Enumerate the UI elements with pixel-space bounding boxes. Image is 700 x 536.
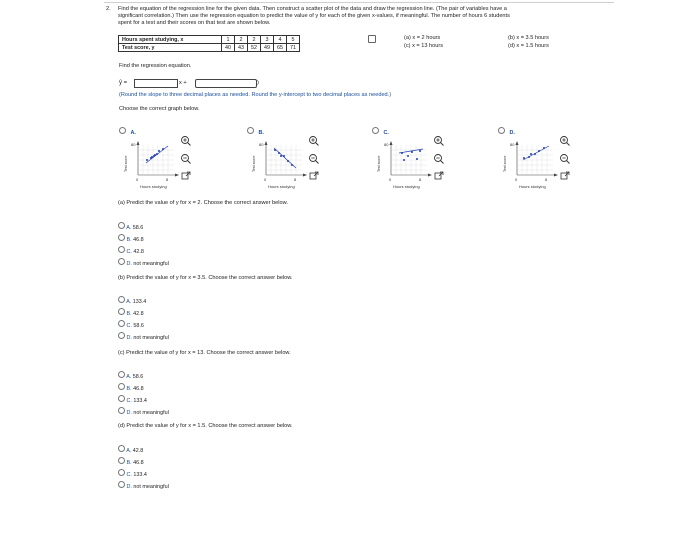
option-text: 58.6 xyxy=(133,323,144,329)
part-b-option-c[interactable] xyxy=(118,320,144,329)
option-text: not meaningful xyxy=(133,335,169,341)
option-letter: A. xyxy=(126,448,132,454)
y-tick-label: 80 xyxy=(510,142,515,147)
option-text: 58.6 xyxy=(132,225,144,231)
y-hat-label: ŷ = xyxy=(119,80,128,86)
table-cell: 2 xyxy=(235,36,248,44)
part-d-option-b[interactable] xyxy=(118,457,144,466)
option-letter: C. xyxy=(126,249,132,255)
radio-button[interactable] xyxy=(118,383,125,390)
open-external-icon[interactable] xyxy=(560,171,570,181)
xvalue-c: (c) x = 13 hours xyxy=(404,43,444,49)
part-c-option-b[interactable] xyxy=(118,383,144,392)
question-text-line-3: spent for a test and their scores on that test are shown below. xyxy=(118,20,271,26)
part-a-prompt: (a) Predict the value of y for x = 2. Choose the correct answer below. xyxy=(118,200,288,206)
option-text: 42.8 xyxy=(133,249,144,255)
part-a-option-b[interactable] xyxy=(118,234,144,243)
radio-button[interactable] xyxy=(118,371,125,378)
x-tick-eight: 8 xyxy=(419,177,422,182)
table-cell: 49 xyxy=(261,44,274,52)
table-cell: 5 xyxy=(287,36,300,44)
table-cell: 3 xyxy=(261,36,274,44)
open-external-icon[interactable] xyxy=(309,171,319,181)
zoom-out-icon[interactable] xyxy=(180,153,192,165)
x-tick-zero: 0 xyxy=(389,177,392,182)
option-text: 46.8 xyxy=(133,460,144,466)
y-axis-label: Test score xyxy=(503,155,507,172)
graph-option-label: B. xyxy=(258,130,264,136)
part-d-prompt: (d) Predict the value of y for x = 1.5. Choose the correct answer below. xyxy=(118,423,293,429)
x-tick-zero: 0 xyxy=(264,177,267,182)
open-external-icon[interactable] xyxy=(181,171,191,181)
graph-option-label: C. xyxy=(383,130,389,136)
radio-button[interactable] xyxy=(118,258,125,265)
part-d-option-d[interactable] xyxy=(118,481,169,490)
x-axis-label: Hours studying xyxy=(268,184,295,189)
option-text: 58.6 xyxy=(132,374,144,380)
data-table xyxy=(118,35,300,52)
question-text-line-1: Find the equation of the regression line for the given data. Then construct a scatter plot of the data and draw the regression line. (The pair of variables have a xyxy=(118,6,507,12)
option-letter: D. xyxy=(126,484,132,490)
x-tick-zero: 0 xyxy=(136,177,139,182)
radio-button[interactable] xyxy=(118,308,125,315)
zoom-out-icon[interactable] xyxy=(559,153,571,165)
question-number: 2. xyxy=(106,6,111,12)
table-cell: 43 xyxy=(235,44,248,52)
part-d-option-c[interactable] xyxy=(118,469,147,478)
option-letter: D. xyxy=(126,261,132,267)
table-row-hours xyxy=(119,36,300,44)
question-text-line-2: significant correlation.) Then use the regression equation to predict the value of y for each of the given x-values, if meaningful. The number of hours 6 students xyxy=(118,13,510,19)
x-axis-label: Hours studying xyxy=(140,184,167,189)
zoom-out-icon[interactable] xyxy=(308,153,320,165)
radio-button[interactable] xyxy=(118,407,125,414)
option-text: 133.4 xyxy=(133,398,147,404)
zoom-in-icon[interactable] xyxy=(559,135,571,147)
part-b-option-b[interactable] xyxy=(118,308,144,317)
table-cell: 2 xyxy=(248,36,261,44)
option-text: not meaningful xyxy=(133,484,169,490)
part-a-option-d[interactable] xyxy=(118,258,169,267)
xvalue-b: (b) x = 3.5 hours xyxy=(508,35,549,41)
option-text: not meaningful xyxy=(133,261,169,267)
y-axis-label: Test score xyxy=(252,155,256,172)
option-letter: B. xyxy=(126,460,132,466)
option-text: not meaningful xyxy=(133,410,169,416)
radio-button[interactable] xyxy=(118,481,125,488)
table-cell: 4 xyxy=(274,36,287,44)
option-text: 46.8 xyxy=(133,237,144,243)
y-tick-label: 80 xyxy=(384,142,389,147)
zoom-in-icon[interactable] xyxy=(180,135,192,147)
table-cell: 52 xyxy=(248,44,261,52)
radio-button[interactable] xyxy=(118,234,125,241)
close-paren: ) xyxy=(257,80,259,86)
graph-prompt: Choose the correct graph below. xyxy=(119,106,200,112)
radio-button[interactable] xyxy=(118,296,125,303)
radio-button[interactable] xyxy=(118,457,125,464)
xvalue-d: (d) x = 1.5 hours xyxy=(508,43,549,49)
option-letter: A. xyxy=(126,225,132,231)
equation-prompt: Find the regression equation. xyxy=(119,63,192,69)
rounding-hint: (Round the slope to three decimal places as needed. Round the y-intercept to two decimal places as needed.) xyxy=(119,92,392,98)
part-c-option-d[interactable] xyxy=(118,407,169,416)
part-c-option-c[interactable] xyxy=(118,395,147,404)
top-divider xyxy=(104,2,614,3)
radio-button[interactable] xyxy=(118,332,125,339)
x-tick-eight: 8 xyxy=(166,177,169,182)
part-b-option-d[interactable] xyxy=(118,332,169,341)
zoom-in-icon[interactable] xyxy=(433,135,445,147)
option-letter: C. xyxy=(126,323,132,329)
option-letter: A. xyxy=(126,374,132,380)
part-c-option-a[interactable] xyxy=(118,371,143,380)
option-text: 133.4 xyxy=(133,472,147,478)
table-cell: 65 xyxy=(274,44,287,52)
table-cell: 1 xyxy=(222,36,235,44)
option-letter: D. xyxy=(126,410,132,416)
option-letter: B. xyxy=(126,237,132,243)
y-tick-label: 80 xyxy=(131,142,136,147)
zoom-out-icon[interactable] xyxy=(433,153,445,165)
table-header-hours: Hours spent studying, x xyxy=(119,36,222,44)
option-text: 133.4 xyxy=(132,299,147,305)
x-axis-label: Hours studying xyxy=(519,184,546,189)
copy-table-icon[interactable] xyxy=(368,35,376,43)
option-letter: A. xyxy=(126,299,132,305)
part-a-option-a[interactable] xyxy=(118,222,143,231)
radio-button[interactable] xyxy=(118,469,125,476)
table-row-score xyxy=(119,44,300,52)
x-tick-zero: 0 xyxy=(515,177,518,182)
x-plus-label: x + xyxy=(179,80,187,86)
radio-button[interactable] xyxy=(118,222,125,229)
option-text: 42.8 xyxy=(133,311,144,317)
open-external-icon[interactable] xyxy=(434,171,444,181)
question-text xyxy=(118,6,618,27)
graph-option-label: D. xyxy=(509,130,515,136)
option-letter: D. xyxy=(126,335,132,341)
y-axis-label: Test score xyxy=(124,155,128,172)
y-axis-label: Test score xyxy=(377,155,381,172)
option-text: 42.8 xyxy=(132,448,144,454)
radio-button[interactable] xyxy=(118,246,125,253)
option-letter: B. xyxy=(126,386,132,392)
option-letter: C. xyxy=(126,472,132,478)
option-letter: C. xyxy=(126,398,132,404)
radio-button[interactable] xyxy=(118,395,125,402)
xvalue-a: (a) x = 2 hours xyxy=(404,35,441,41)
table-cell: 40 xyxy=(222,44,235,52)
x-axis-label: Hours studying xyxy=(393,184,420,189)
radio-button[interactable] xyxy=(118,320,125,327)
radio-button[interactable] xyxy=(118,445,125,452)
x-tick-eight: 8 xyxy=(545,177,548,182)
slope-input[interactable] xyxy=(134,79,178,88)
y-tick-label: 80 xyxy=(259,142,264,147)
table-cell: 71 xyxy=(287,44,300,52)
part-a-option-c[interactable] xyxy=(118,246,144,255)
graph-option-label: A. xyxy=(130,130,136,136)
x-tick-eight: 8 xyxy=(294,177,297,182)
part-b-prompt: (b) Predict the value of y for x = 3.5. Choose the correct answer below. xyxy=(118,275,293,281)
table-header-score: Test score, y xyxy=(119,44,222,52)
part-d-option-a[interactable] xyxy=(118,445,143,454)
option-text: 46.8 xyxy=(133,386,144,392)
part-b-option-a[interactable] xyxy=(118,296,146,305)
zoom-in-icon[interactable] xyxy=(308,135,320,147)
part-c-prompt: (c) Predict the value of y for x = 13. Choose the correct answer below. xyxy=(118,350,291,356)
intercept-input[interactable] xyxy=(195,79,257,88)
option-letter: B. xyxy=(126,311,132,317)
